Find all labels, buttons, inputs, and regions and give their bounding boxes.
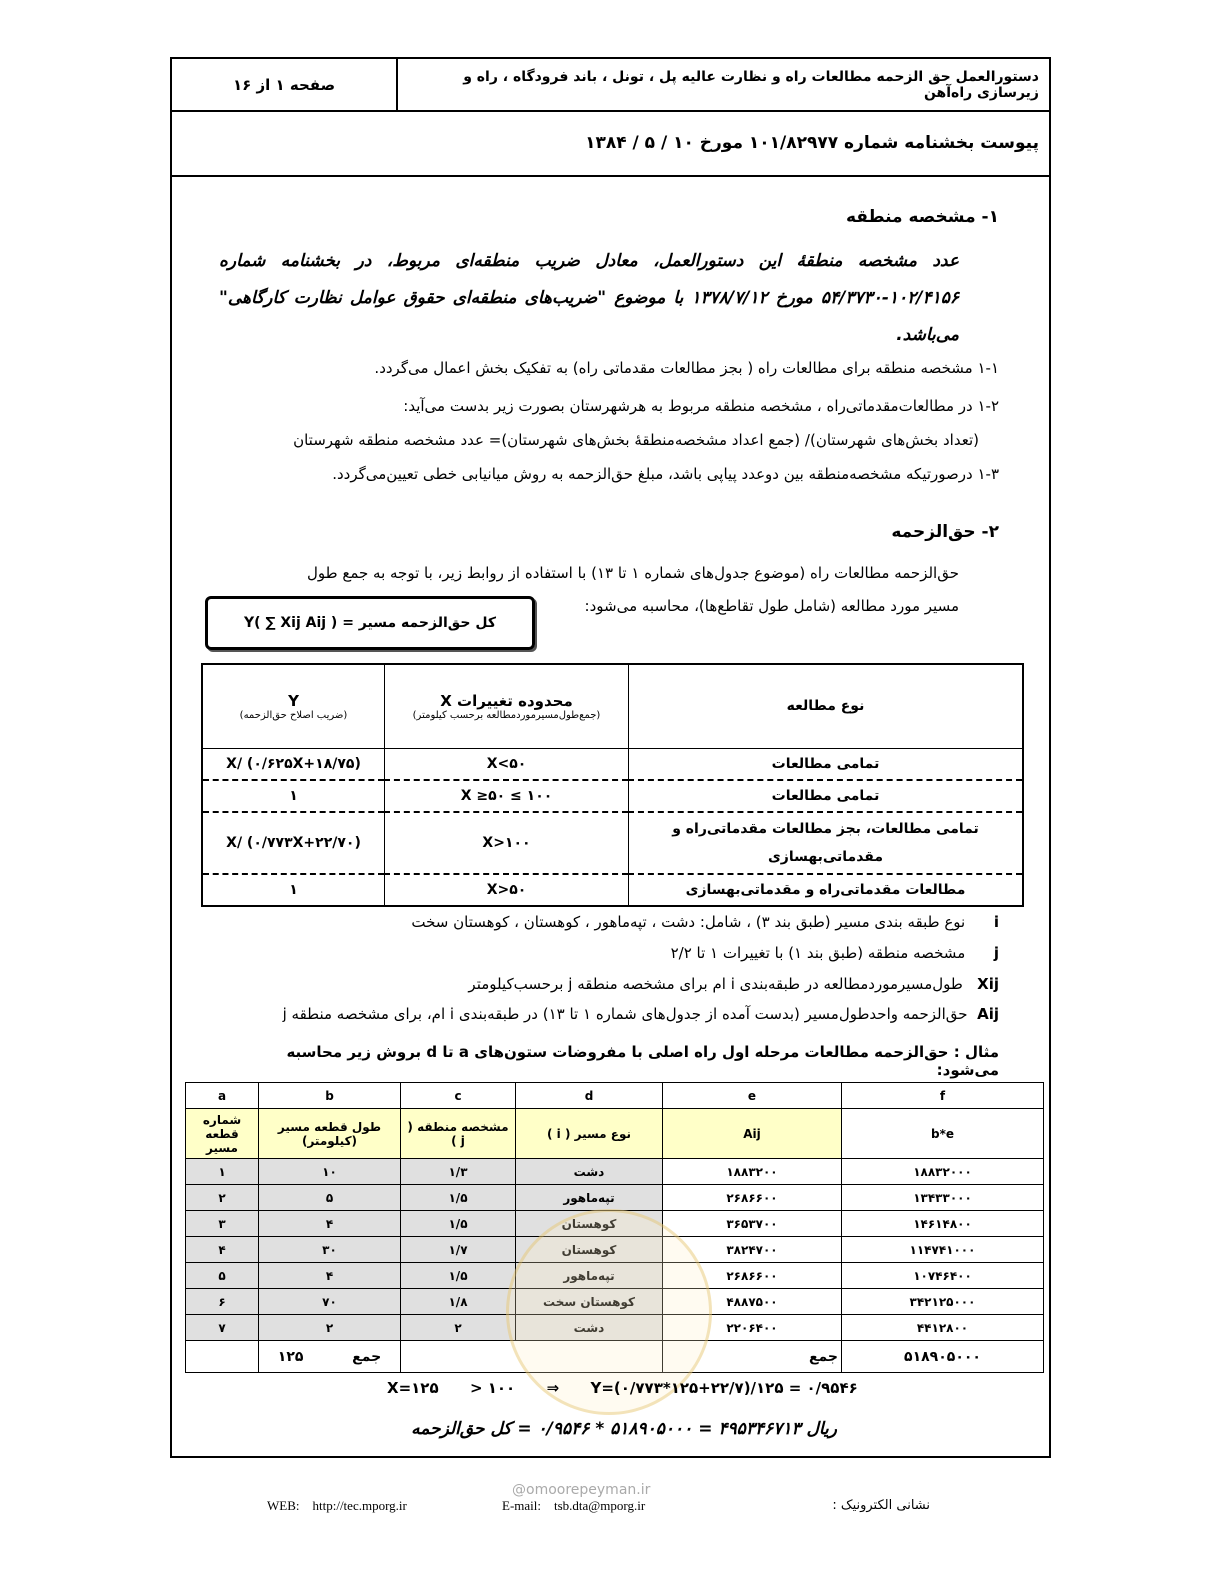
document-page (170, 57, 1051, 1458)
watermark-site: @omoorepeyman.ir (512, 1482, 651, 1498)
sum-label: جمع (663, 1341, 842, 1373)
page-number: صفحه ۱ از ۱۶ (172, 59, 398, 110)
table-header-row (186, 1109, 1044, 1159)
table-cell: ۳ (186, 1211, 259, 1237)
table-row (186, 1159, 1044, 1185)
table-cell: ۴۴۱۲۸۰۰ (842, 1315, 1044, 1341)
example-title: مثال : حق‌الزحمه مطالعات مرحله اول راه اصلی با مفروضات ستون‌های a تا d بروش زیر محاسبه می‌شود: (286, 1043, 999, 1079)
empty-cell (186, 1341, 259, 1373)
table-cell: ۳۸۲۴۷۰۰ (663, 1237, 842, 1263)
table1-cell-y: ۱ (202, 780, 385, 812)
table-cell: ۱۸۸۳۲۰۰۰ (842, 1159, 1044, 1185)
table-cell: ۱۰ (259, 1159, 401, 1185)
table1-cell-study: تمامی مطالعات (629, 780, 1024, 812)
table-cell: ۱۳۴۳۳۰۰۰ (842, 1185, 1044, 1211)
footer-email-link[interactable]: tsb.dta@mporg.ir (554, 1498, 646, 1513)
table-cell: ۳۰ (259, 1237, 401, 1263)
table-row (202, 780, 1023, 812)
column-letter: d (516, 1083, 663, 1109)
legend-text: نوع طبقه بندی مسیر (طبق بند ۳) ، شامل: دشت ، تپه‌ماهور ، کوهستان ، کوهستان سخت (411, 913, 966, 931)
table-cell: ۴۸۸۷۵۰۰ (663, 1289, 842, 1315)
table1-cell-study: تمامی مطالعات، بجز مطالعات مقدماتی‌راه و مقدماتی‌بهسازی (629, 812, 1024, 874)
table-cell: ۲ (259, 1315, 401, 1341)
column-header: شماره قطعه مسیر (186, 1109, 259, 1159)
table-cell: ۱/۵ (401, 1211, 516, 1237)
table-cell: دشت (516, 1315, 663, 1341)
legend-symbol: Aij (977, 1005, 999, 1023)
section1-item2-formula: (تعداد بخش‌های شهرستان)/ (جمع اعداد مشخصه‌منطقهٔ بخش‌های شهرستان)= عدد مشخصه منطقه شهرستان (293, 431, 979, 449)
calc-compare: > ۱۰۰ (469, 1379, 516, 1397)
table1-cell-y: (۰/۶۲۵X+۱۸/۷۵) /X (202, 748, 385, 780)
table-cell: ۲۶۸۶۶۰۰ (663, 1185, 842, 1211)
table-row (202, 812, 1023, 874)
correction-factor-table (201, 663, 1024, 907)
sum-value-f: ۵۱۸۹۰۵۰۰۰ (842, 1341, 1044, 1373)
table-cell: ۳۴۲۱۲۵۰۰۰ (842, 1289, 1044, 1315)
column-header: طول قطعه مسیر (کیلومتر) (259, 1109, 401, 1159)
legend-text: طول‌مسیرموردمطالعه در طبقه‌بندی i ام برای مشخصه منطقه j برحسب‌کیلومتر (468, 975, 963, 993)
header-row (172, 59, 1049, 112)
table1-cell-study: مطالعات مقدماتی‌راه و مقدماتی‌بهسازی (629, 874, 1024, 906)
calc-line2: ریال ۴۹۵۳۴۶۷۱۳ = ۵۱۸۹۰۵۰۰۰ * ۰/۹۵۴۶ = کل حق‌الزحمه (411, 1419, 837, 1439)
table-cell: ۱/۷ (401, 1237, 516, 1263)
sum-label: جمع (352, 1348, 382, 1365)
sum-b-cell (259, 1341, 401, 1373)
table-cell: ۱۸۸۳۲۰۰ (663, 1159, 842, 1185)
table-cell: ۵ (259, 1185, 401, 1211)
table-cell: ۱/۵ (401, 1263, 516, 1289)
column-letter: b (259, 1083, 401, 1109)
footer-email-label: E-mail: (502, 1498, 541, 1513)
table-cell: ۲ (186, 1185, 259, 1211)
legend-item-i (219, 913, 999, 931)
table-row (202, 748, 1023, 780)
column-letter: f (842, 1083, 1044, 1109)
calc-y: Y=(۰/۷۷۳*۱۲۵+۲۲/۷)/۱۲۵ = ۰/۹۵۴۶ (590, 1379, 858, 1397)
section1-title: ۱- مشخصه منطقه (846, 207, 999, 227)
legend-symbol: i (993, 913, 999, 931)
table1-cell-y: (۰/۷۷۳X+۲۲/۷۰) /X (202, 812, 385, 874)
table1-header-study: نوع مطالعه (629, 664, 1024, 748)
document-title: دستورالعمل حق الزحمه مطالعات راه و نظارت عالیه پل ، تونل ، باند فرودگاه ، راه و زیرسازی راه‌آهن (463, 68, 1039, 101)
legend-text: حق‌الزحمه واحدطول‌مسیر (بدست آمده از جدول‌های شماره ۱ تا ۱۳) در طبقه‌بندی i ام، برای مشخصه منطقه j (282, 1005, 968, 1023)
legend-symbol: Xij (977, 975, 999, 993)
table-row (186, 1083, 1044, 1109)
table-cell: ۱/۸ (401, 1289, 516, 1315)
table1-cell-range: X<۵۰ (385, 748, 629, 780)
section1-item1: ۱-۱ مشخصه منطقه برای مطالعات راه ( بجز مطالعات مقدماتی راه) به تفکیک بخش اعمال می‌گردد. (374, 359, 999, 377)
table-cell: ۲۲۰۶۴۰۰ (663, 1315, 842, 1341)
table-cell: تپه‌ماهور (516, 1263, 663, 1289)
calc-line1 (387, 1379, 858, 1397)
table1-header-y-sub: (ضریب اصلاح حق‌الزحمه) (239, 709, 348, 721)
section1-item2: ۱-۲ در مطالعات‌مقدماتی‌راه ، مشخصه منطقه مربوط به هرشهرستان بصورت زیر بدست می‌آید: (403, 397, 999, 415)
table-cell: ۳۶۵۳۷۰۰ (663, 1211, 842, 1237)
table-cell: ۲ (401, 1315, 516, 1341)
section2-title: ۲- حق‌الزحمه (891, 522, 999, 542)
legend-item-xij (219, 975, 999, 993)
table-cell: دشت (516, 1159, 663, 1185)
table-cell: ۱۴۶۱۴۸۰۰ (842, 1211, 1044, 1237)
fee-formula-box: کل حق‌الزحمه مسیر = Y( ∑ Xij Aij ) (205, 596, 535, 650)
column-header: نوع مسیر ( i ) (516, 1109, 663, 1159)
attachment-line: پیوست بخشنامه شماره ۱۰۱/۸۲۹۷۷ مورخ ۱۰ / ۵ / ۱۳۸۴ (172, 110, 1049, 177)
column-letter: a (186, 1083, 259, 1109)
column-header: b*e (842, 1109, 1044, 1159)
table-cell: کوهستان (516, 1211, 663, 1237)
column-letter: c (401, 1083, 516, 1109)
table1-cell-range: X>۱۰۰ (385, 812, 629, 874)
legend-text: مشخصه منطقه (طبق بند ۱) با تغییرات ۱ تا ۲/۲ (670, 944, 966, 962)
legend-item-j (219, 944, 999, 962)
legend-symbol: j (993, 944, 999, 962)
footer-address-label: نشانی الکترونیک : (832, 1498, 930, 1513)
legend-item-aij (219, 1005, 999, 1023)
table-cell: تپه‌ماهور (516, 1185, 663, 1211)
section2-paragraph1: حق‌الزحمه مطالعات راه (موضوع جدول‌های شماره ۱ تا ۱۳) با استفاده از روابط زیر، با توجه به جمع طول (306, 564, 959, 582)
footer-web (267, 1498, 407, 1514)
table1-header-range-title: محدوده تغییرات X (440, 691, 573, 710)
table-cell: ۱/۳ (401, 1159, 516, 1185)
arrow-icon: ⇒ (546, 1379, 560, 1397)
table-cell: ۷ (186, 1315, 259, 1341)
table-cell: کوهستان سخت (516, 1289, 663, 1315)
table1-cell-range: X>۵۰ (385, 874, 629, 906)
column-header: Aij (663, 1109, 842, 1159)
table-cell: ۱ (186, 1159, 259, 1185)
table1-cell-y: ۱ (202, 874, 385, 906)
table-cell: ۱۱۴۷۴۱۰۰۰ (842, 1237, 1044, 1263)
table1-header-y (202, 664, 385, 748)
table1-header-range-sub: (جمع‌طول‌مسیرموردمطالعه برحسب کیلومتر) (412, 709, 601, 721)
column-header: مشخصه منطقه ( j ) (401, 1109, 516, 1159)
footer-web-label: WEB: (267, 1498, 300, 1513)
table1-header-range (385, 664, 629, 748)
table-cell: ۵ (186, 1263, 259, 1289)
calc-x: X=۱۲۵ (387, 1379, 439, 1397)
section2-paragraph2: مسیر مورد مطالعه (شامل طول تقاطع‌ها)، محاسبه می‌شود: (584, 597, 959, 615)
table-cell: ۲۶۸۶۶۰۰ (663, 1263, 842, 1289)
table-cell: ۱۰۷۴۶۴۰۰ (842, 1263, 1044, 1289)
table-cell: کوهستان (516, 1237, 663, 1263)
sum-value-b: ۱۲۵ (277, 1348, 304, 1365)
table-row (202, 874, 1023, 906)
table1-header-y-title: Y (288, 691, 299, 710)
column-letter: e (663, 1083, 842, 1109)
table-row (186, 1185, 1044, 1211)
table-cell: ۴ (259, 1263, 401, 1289)
table1-cell-study: تمامی مطالعات (629, 748, 1024, 780)
table-cell: ۱/۵ (401, 1185, 516, 1211)
section1-item3: ۱-۳ درصورتیکه مشخصه‌منطقه بین دوعدد پیاپی باشد، مبلغ حق‌الزحمه به روش میانیابی خطی تعیین‌می‌گردد. (332, 465, 999, 483)
table-cell: ۴ (259, 1211, 401, 1237)
footer-email (502, 1498, 645, 1514)
table1-cell-range: ۱۰۰ ≥ X ≥۵۰ (385, 780, 629, 812)
table-cell: ۶ (186, 1289, 259, 1315)
footer-web-link[interactable]: http://tec.mporg.ir (312, 1498, 407, 1513)
table-cell: ۷۰ (259, 1289, 401, 1315)
section1-intro: عدد مشخصه منطقهٔ این دستورالعمل، معادل ضریب منطقه‌ای مربوط، در بخشنامه شماره ۱۰۲/۴۱۵۶-۵۴/۳۷۳۰ مورخ ۱۳۷۸/۷/۱۲ با موضوع "ضریب‌های منطقه‌ای حقوق عوامل نظارت کارگاهی" می‌باشد. (219, 251, 959, 345)
table-cell: ۴ (186, 1237, 259, 1263)
